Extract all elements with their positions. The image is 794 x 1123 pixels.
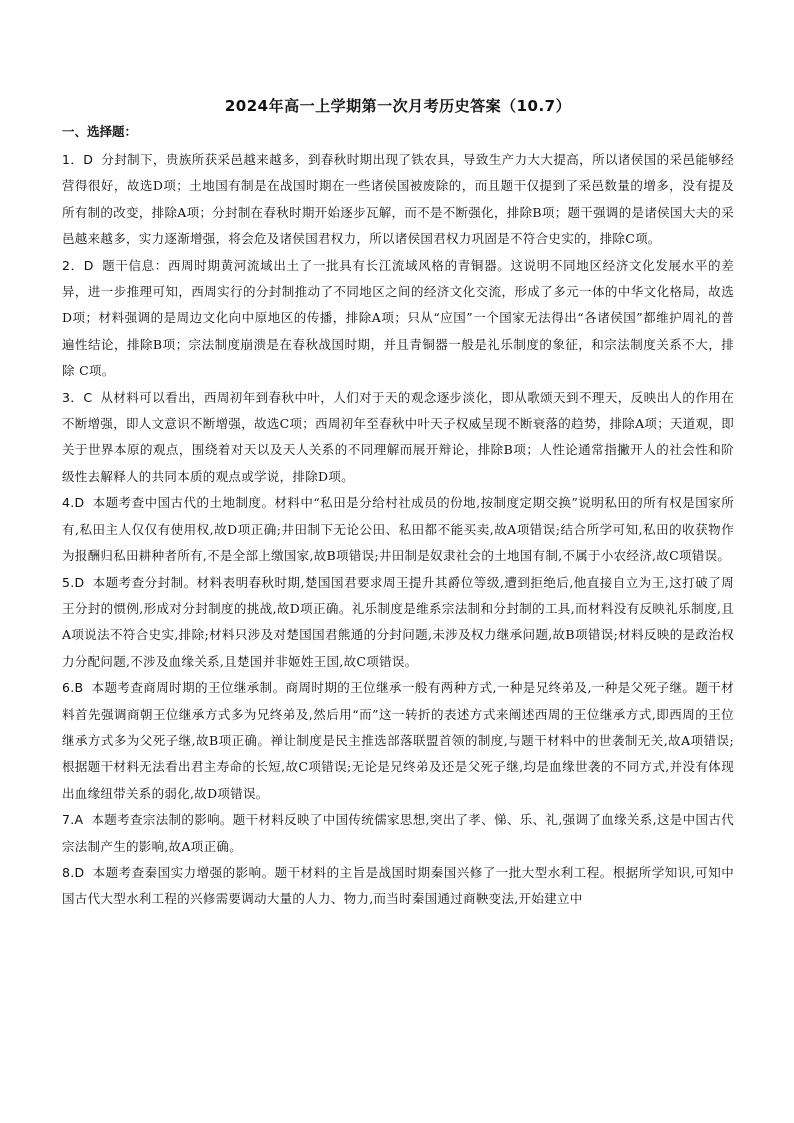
answer-text: 本题考查分封制。材料表明春秋时期,楚国国君要求周王提升其爵位等级,遭到拒绝后,他直接自立为王,这打破了周王分封的惯例,形成对分封制度的挑战,故D项正确。礼乐制度是维系宗法制和分封制的工具,而材料没有反映礼乐制度,且A项说法不符合史实,排除;材料只涉及对楚国国君熊通的分封问题,未涉及权力继承问题,故B项错误;材料反映的是政治权力分配问题,不涉及血缘关系,且楚国并非姬姓王国,故C项错误。 [62, 574, 734, 669]
answer-text: 题干信息：西周时期黄河流域出土了一批具有长江流域风格的青铜器。这说明不同地区经济文化发展水平的差异，进一步推理可知，西周实行的分封制推动了不同地区之间的经济文化交流，形成了多元一体的中华文化格局，故选 D项；材料强调的是周边文化向中原地区的传播，排除A项；只从“应国”一个国家无法得出“各诸侯国”都维护周礼的普遍性结论，排除B项；宗法制度崩溃是在春秋战国时期，并且青铜器一般是礼乐制度的象征，和宗法制度关系不大，排除 C项。 [62, 257, 735, 379]
answer-number: 4.D [62, 495, 85, 511]
answer-item-8 [62, 860, 734, 913]
answer-text: 分封制下，贵族所获采邑越来越多，到春秋时期出现了铁农具，导致生产力大大提高，所以诸侯国的采邑能够经营得很好，故选D项；土地国有制是在战国时期在一些诸侯国被废除的，而且题干仅提到了采邑数量的增多，没有提及所有制的改变，排除A项；分封制在春秋时期开始逐步瓦解，而不是不断强化，排除B项；题干强调的是诸侯国大夫的采邑越来越多，实力逐渐增强，将会危及诸侯国君权力，所以诸侯国君权力巩固是不符合史实的，排除C项。 [62, 152, 735, 247]
answer-item-2 [62, 253, 734, 385]
answer-item-4 [62, 490, 734, 569]
answer-number: 2．D [62, 257, 94, 273]
answer-number: 7.A [62, 812, 84, 828]
answer-text: 本题考查商周时期的王位继承制。商周时期的王位继承一般有两种方式,一种是兄终弟及,一种是父死子继。题干材料首先强调商朝王位继承方式多为兄终弟及,然后用“而”这一转折的表述方式来阐述西周的王位继承方式,即西周的王位继承方式多为父死子继,故B项正确。禅让制度是民主推选部落联盟首领的制度,与题干材料中的世袭制无关,故A项错误;根据题干材料无法看出君主寿命的长短,故C项错误;无论是兄终弟及还是父死子继,均是血缘世袭的不同方式,并没有体现出血缘纽带关系的弱化,故D项错误。 [62, 680, 734, 801]
document-title: 2024年高一上学期第一次月考历史答案（10.7） [224, 97, 572, 115]
section-heading: 一、选择题： [62, 124, 138, 139]
answer-item-1 [62, 147, 734, 253]
answer-text: 本题考查宗法制的影响。题干材料反映了中国传统儒家思想,突出了孝、悌、乐、礼,强调了血缘关系,这是中国古代宗法制产生的影响,故A项正确。 [62, 812, 734, 854]
answer-number: 1．D [62, 152, 94, 167]
answer-number: 6.B [62, 680, 84, 696]
answer-item-3 [62, 385, 734, 491]
answer-number: 5.D [62, 574, 85, 590]
answer-item-6 [62, 675, 734, 807]
answer-text: 本题考查秦国实力增强的影响。题干材料的主旨是战国时期秦国兴修了一批大型水利工程。根据所学知识,可知中国古代大型水利工程的兴修需要调动大量的人力、物力,而当时秦国通过商鞅变法,开始建立中 [62, 864, 734, 907]
answer-text: 本题考查中国古代的土地制度。材料中“私田是分给村社成员的份地,按制度定期交换”说明私田的所有权是国家所有,私田主人仅仅有使用权,故D项正确;井田制下无论公田、私田都不能买卖,故A项错误;结合所学可知,私田的收获物作为报酬归私田耕种者所有,不是全部上缴国家,故B项错误;井田制是奴隶社会的土地国有制,不属于小农经济,故C项错误。 [62, 495, 734, 564]
answer-text: 从材料可以看出，西周初年到春秋中叶，人们对于天的观念逐步淡化，即从歌颂天到不理天，反映出人的作用在不断增强，即人文意识不断增强，故选C项；西周初年至春秋中叶天子权威呈现不断衰落的趋势，排除A项；天道观，即关于世界本原的观点，围绕着对天以及天人关系的不同理解而展开辩论，排除B项；人性论通常指撇开人的社会性和阶级性去解释人的共同本质的观点或学说，排除D项。 [62, 389, 735, 484]
answer-number: 3．C [62, 389, 93, 405]
answer-item-7 [62, 807, 734, 860]
answer-item-5 [62, 570, 734, 676]
answer-number: 8.D [62, 864, 85, 880]
answer-document [62, 96, 734, 913]
